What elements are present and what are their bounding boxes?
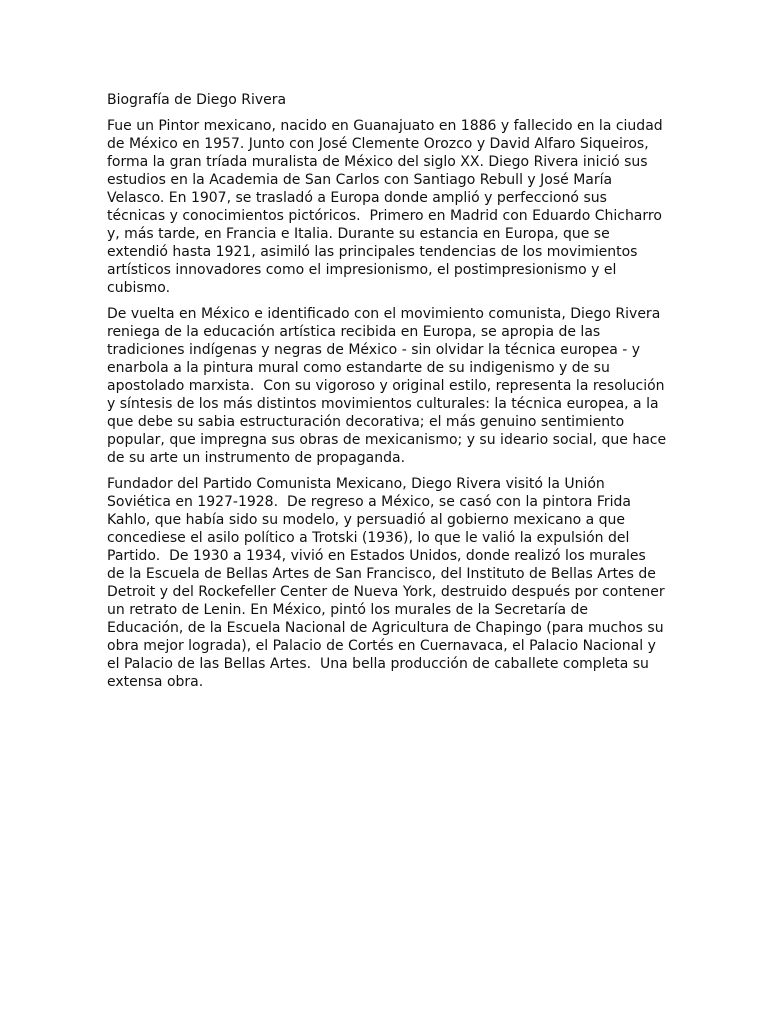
paragraph-3: Fundador del Partido Comunista Mexicano, Diego Rivera visitó la Unión Soviética en 1927-1928. De regreso a México, se casó con la pintora Frida Kahlo, que había sido su modelo, y persuadió al gobierno mexicano a que concediese el asilo político a Trotski (1936), lo que le valió la expulsión del Partido. De 1930 a 1934, vivió en Estados Unidos, donde realizó los murales de la Escuela de Bellas Artes de San Francisco, del Instituto de Bellas Artes de Detroit y del Rockefeller Center de Nueva York, destruido después por contener un retrato de Lenin. En México, pintó los murales de la Secretaría de Educación, de la Escuela Nacional de Agricultura de Chapingo (para muchos su obra mejor lograda), el Palacio de Cortés en Cuernavaca, el Palacio Nacional y el Palacio de las Bellas Artes. Una bella producción de caballete completa su extensa obra. <box>107 476 670 690</box>
paragraph-1: Fue un Pintor mexicano, nacido en Guanajuato en 1886 y fallecido en la ciudad de México en 1957. Junto con José Clemente Orozco y David Alfaro Siqueiros, forma la gran tríada muralista de México del siglo XX. Diego Rivera inició sus estudios en la Academia de San Carlos con Santiago Rebull y José María Velasco. En 1907, se trasladó a Europa donde amplió y perfeccionó sus técnicas y conocimientos pictóricos. Primero en Madrid con Eduardo Chicharro y, más tarde, en Francia e Italia. Durante su estancia en Europa, que se extendió hasta 1921, asimiló las principales tendencias de los movimientos artísticos innovadores como el impresionismo, el postimpresionismo y el cubismo. <box>107 118 668 296</box>
document-title: Biografía de Diego Rivera <box>107 92 287 108</box>
paragraph-2: De vuelta en México e identificado con el movimiento comunista, Diego Rivera reniega de la educación artística recibida en Europa, se apropia de las tradiciones indígenas y negras de México - sin olvidar la técnica europea - y enarbola a la pintura mural como estandarte de su indigenismo y de su apostolado marxista. Con su vigoroso y original estilo, representa la resolución y síntesis de los más distintos movimientos culturales: la técnica europea, a la que debe su sabia estructuración decorativa; el más genuino sentimiento popular, que impregna sus obras de mexicanismo; y su ideario social, que hace de su arte un instrumento de propaganda. <box>107 306 671 466</box>
document-body <box>107 91 671 699</box>
